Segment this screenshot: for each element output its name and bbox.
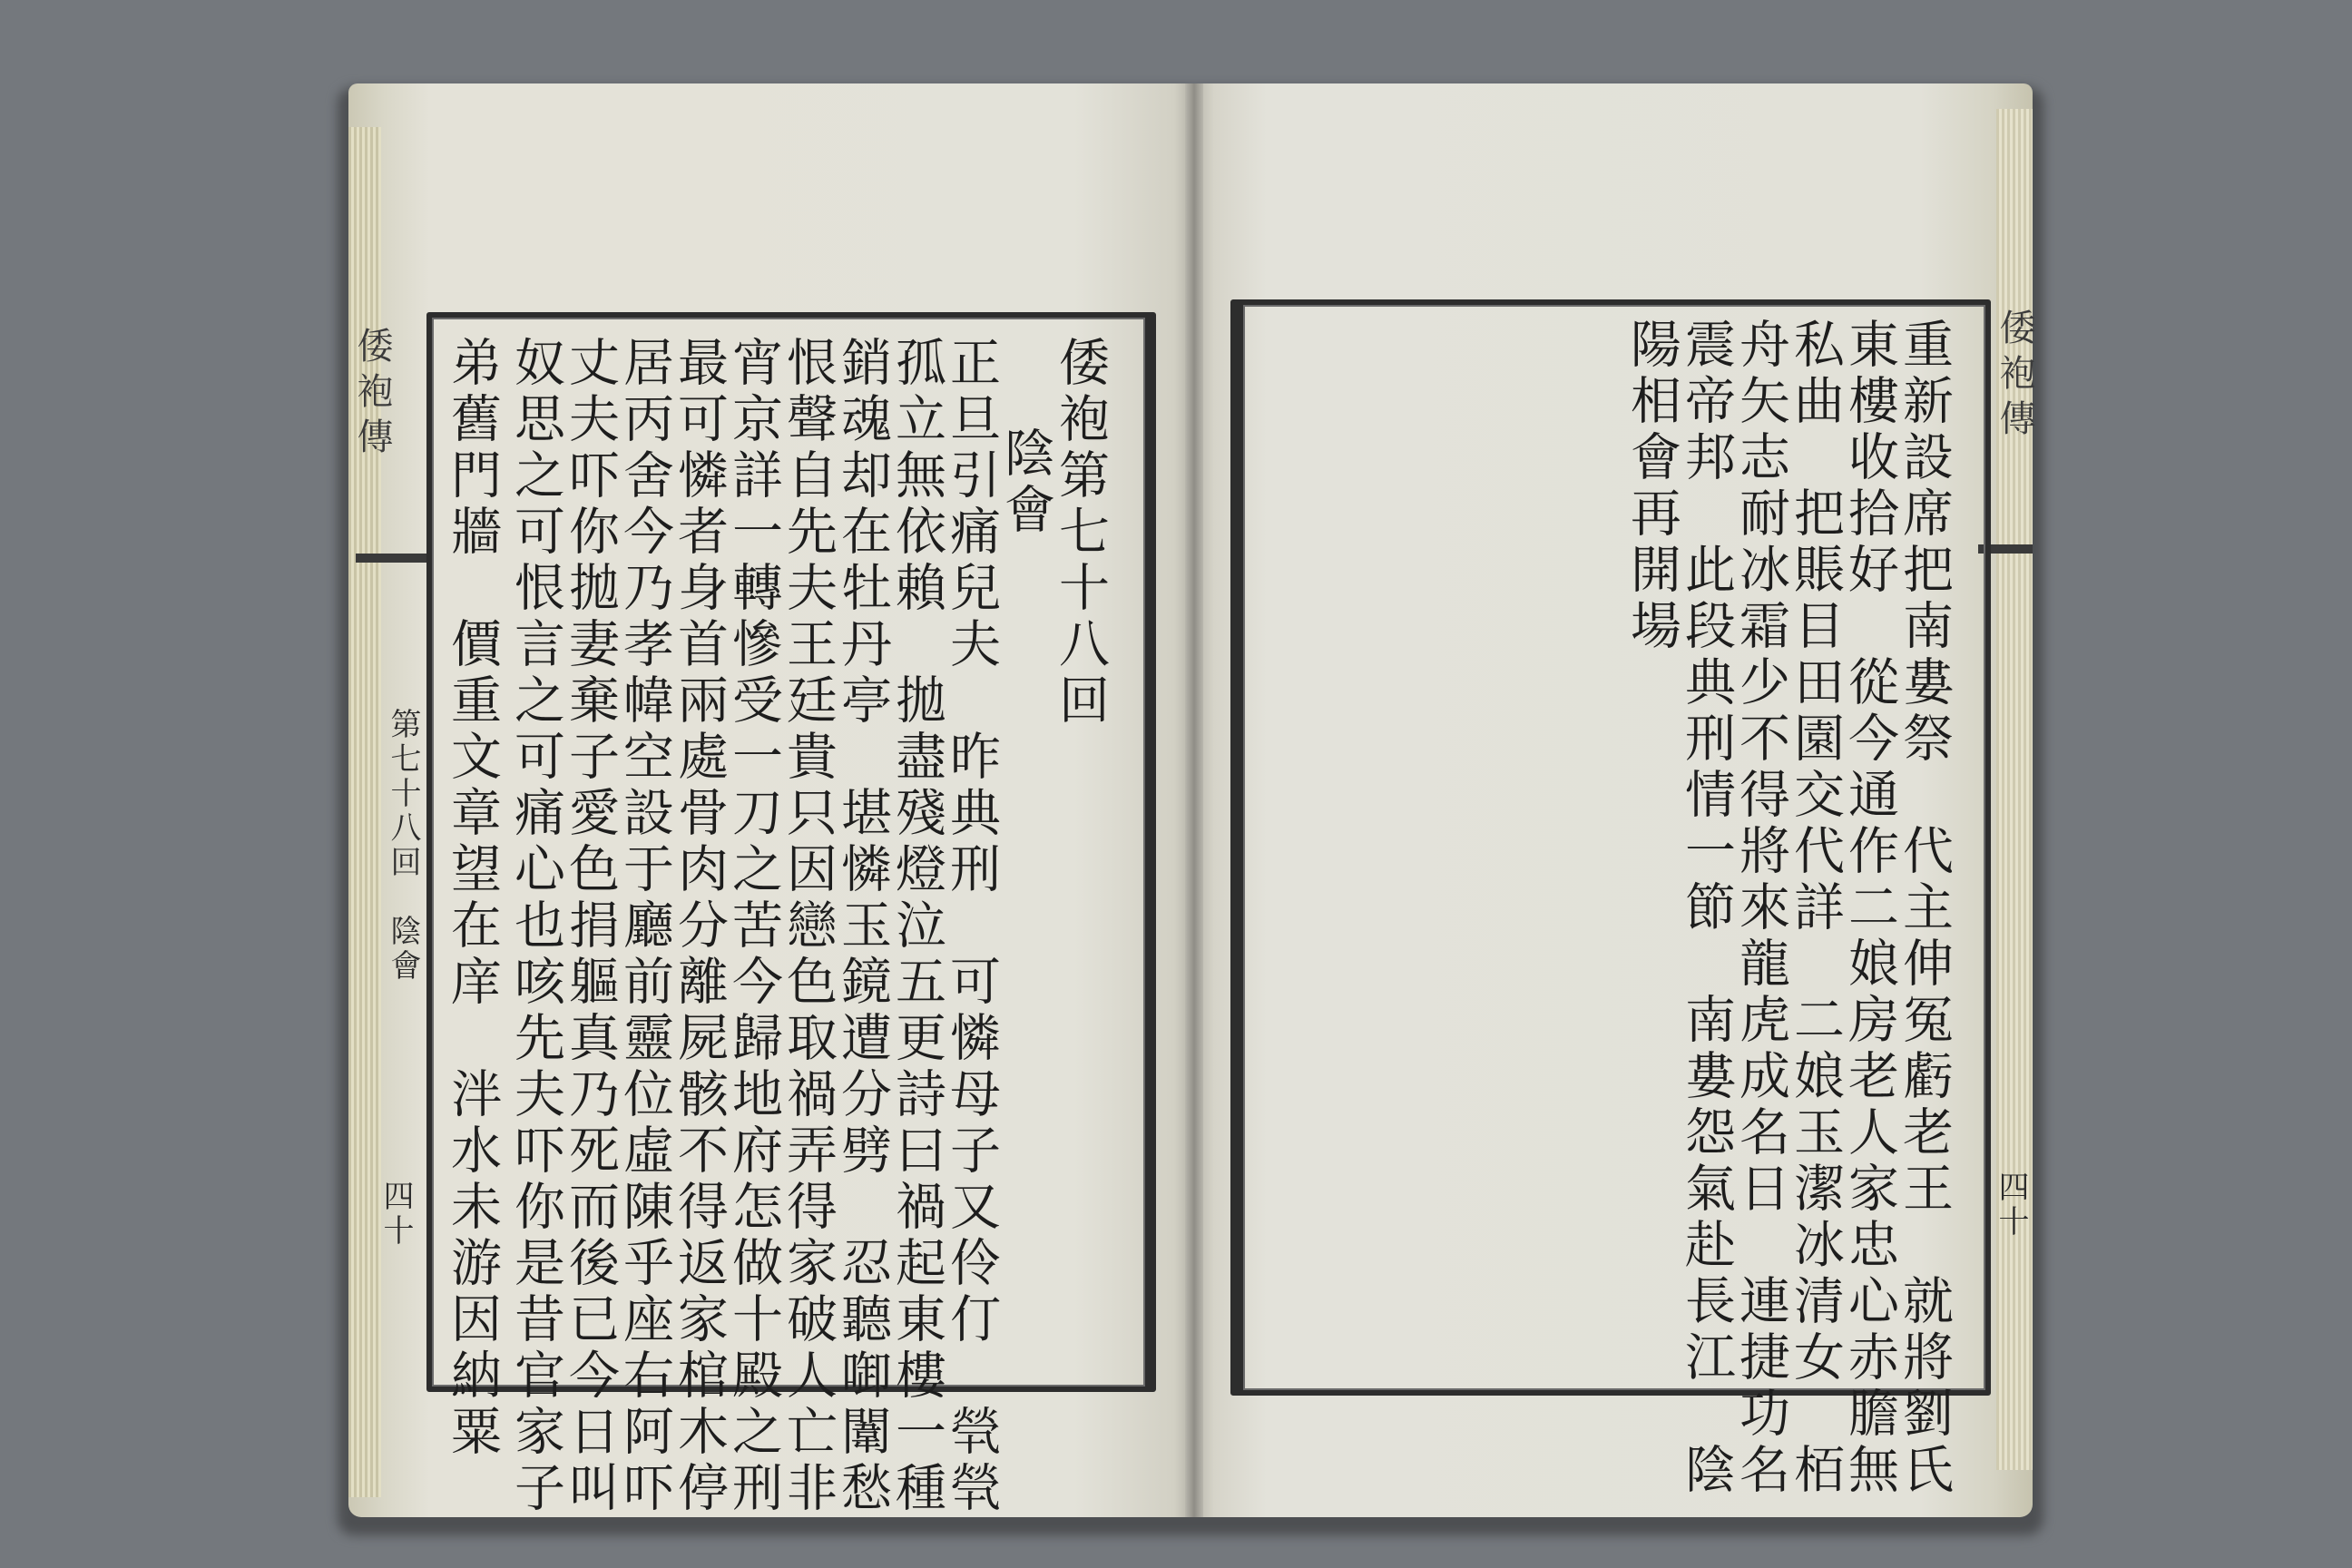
- right-text-column: 陽相會再開場: [1622, 318, 1681, 655]
- left-text-column: 奴思之可恨言之可痛心也咳先夫吓你是昔官家子: [506, 336, 565, 1517]
- right-text-column: 私曲 把賬目田園交代詳 二娘玉潔冰清女 栢: [1786, 318, 1845, 1499]
- left-margin-page-number: 四十: [377, 1180, 414, 1249]
- left-text-column: 弟舊門牆 價重文章望在庠 泮水未游因納粟: [443, 336, 502, 1461]
- left-text-column: 恨聲自先夫王廷貴只因戀色取禍弄得家破人亡非: [779, 336, 838, 1517]
- right-margin-title: [1987, 309, 2042, 1216]
- right-text-column: 重新設席把南婁祭 代主伸冤虧老王 就將劉氏: [1895, 318, 1954, 1499]
- right-margin-page-number: 四十: [1993, 1171, 2029, 1240]
- left-text-column: 丈夫吓你拋妻棄子愛色捐軀真乃死而後已今日叫: [561, 336, 620, 1517]
- left-margin-book-title: 倭袍傳: [351, 327, 393, 463]
- right-text-column: 震帝邦 此段典刑情一節 南婁怨氣赴長江 陰: [1677, 318, 1736, 1499]
- left-fishtail-mark: [356, 554, 428, 563]
- right-text-column: 東樓收拾好 從今通作二娘房老人家忠心赤膽無: [1840, 318, 1899, 1499]
- right-margin-book-title: 倭袍傳: [1994, 309, 2035, 445]
- left-text-column: 正旦引痛兒夫 昨典刑 可憐母子又伶仃 煢煢: [942, 336, 1001, 1517]
- left-text-column: 居丙舍今乃孝幃空設于廳前靈位虛陳乎座右阿吓: [615, 336, 674, 1517]
- left-text-column: 宵京詳一轉慘受一刀之苦今歸地府怎做十殿之刑: [724, 336, 783, 1517]
- left-margin-chapter: 第七十八回 陰會: [385, 708, 421, 984]
- left-text-column: 孤立無依賴 拋盡殘燈泣五更詩曰禍起東樓一種: [887, 336, 946, 1517]
- left-chapter-title: 倭袍第七十八回: [1051, 336, 1110, 730]
- left-text-column: 最可憐者身首兩處骨肉分離屍骸不得返家棺木停: [670, 336, 729, 1517]
- left-text-column: 銷魂却在牡丹亭 堪憐玉鏡遭分劈 忍聽啣闈愁: [833, 336, 892, 1517]
- book-gutter: [1185, 83, 1203, 1517]
- right-text-column: 舟矢志耐冰霜少不得將來龍虎成名日 連捷功名: [1731, 318, 1790, 1499]
- left-chapter-subtitle: 陰會: [996, 426, 1055, 539]
